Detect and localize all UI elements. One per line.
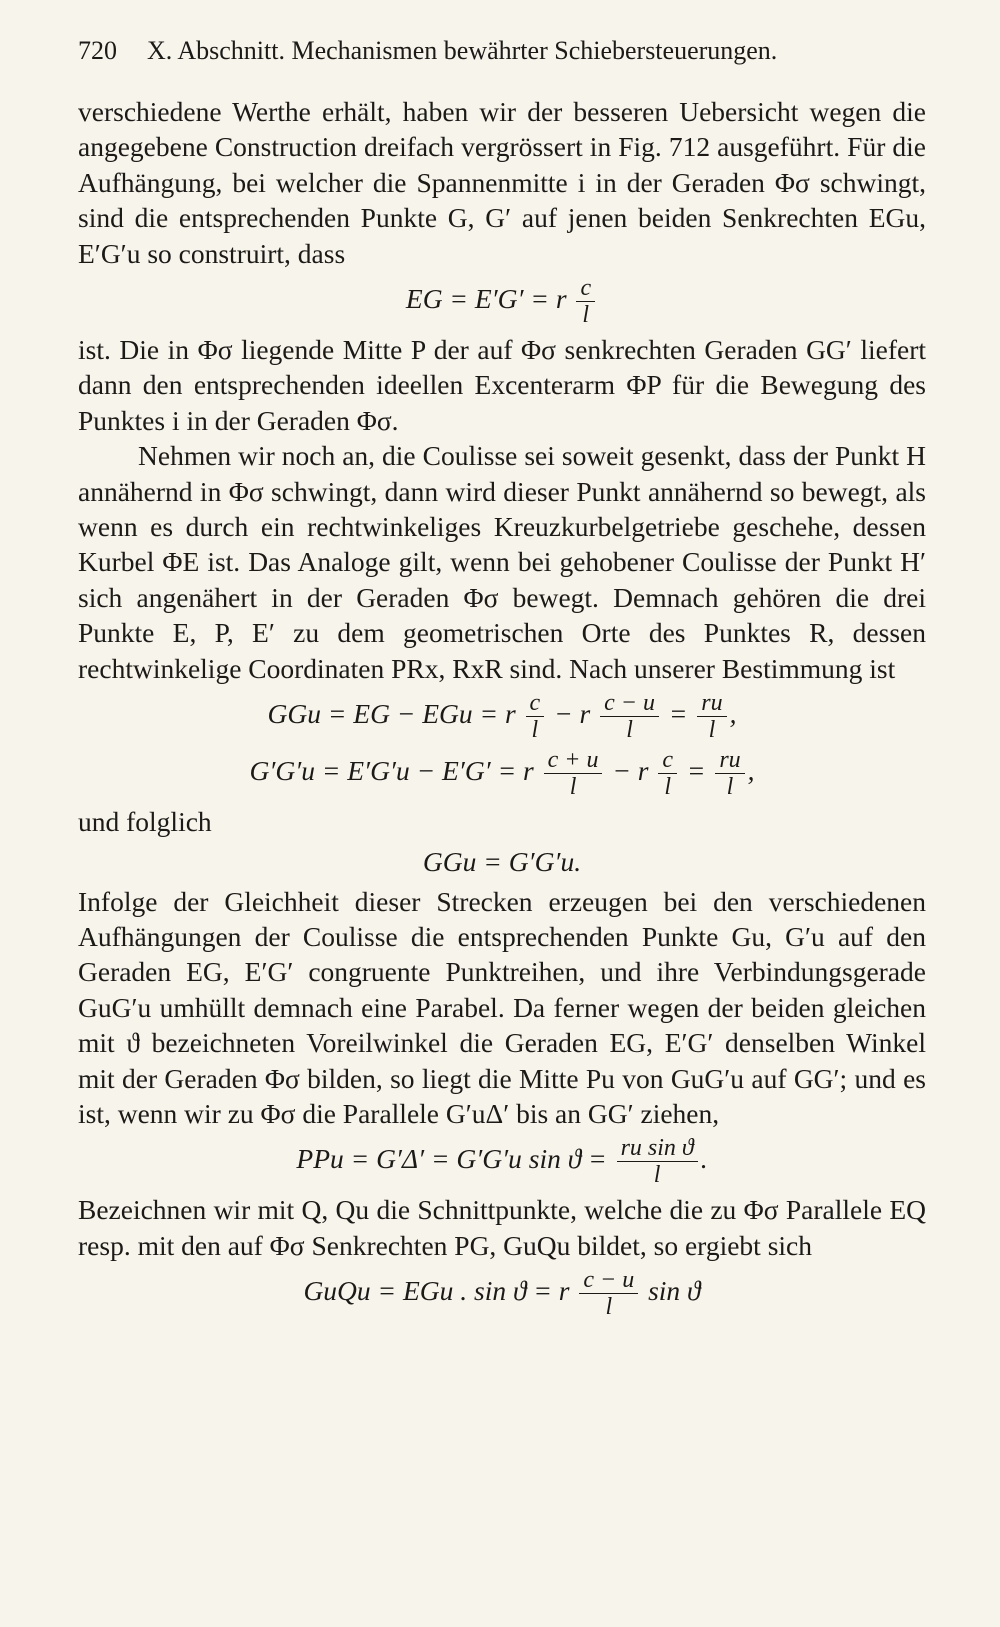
fraction-denominator: l [605, 1294, 613, 1321]
page-body [78, 94, 926, 1324]
paragraph-2: ist. Die in Φσ liegende Mitte P der auf Φσ senkrechten Geraden GG′ liefert dann den entsprechenden ideellen Excenterarm ΦP für die Bewegung des Punktes i in der Geraden Φσ. [78, 334, 926, 436]
equation-5 [78, 1135, 926, 1188]
equation-3-fraction-2 [658, 747, 677, 800]
equation-4 [78, 844, 926, 880]
page-number: 720 [78, 36, 117, 65]
equation-4-text: GGu = G′G′u. [422, 845, 582, 877]
equation-2-fraction-1 [526, 690, 545, 743]
equation-4-row [78, 804, 926, 839]
equation-3-equals: = [686, 754, 706, 786]
equation-5-lhs: PPu = G′Δ′ = G′G′u sin ϑ = [296, 1143, 607, 1175]
running-title: X. Abschnitt. Mechanismen bewährter Schiebersteuerungen. [147, 36, 778, 65]
fraction-denominator: l [626, 717, 633, 744]
equation-2-fraction-3 [697, 690, 726, 743]
fraction-numerator: ru [715, 747, 744, 774]
equation-2-fraction-2 [600, 690, 659, 743]
fraction-numerator: c + u [544, 747, 603, 774]
fraction-denominator: l [708, 717, 716, 744]
fraction-denominator: l [664, 774, 671, 801]
fraction-denominator: l [726, 774, 734, 801]
equation-6-fraction [579, 1267, 638, 1320]
equation-5-period: . [700, 1143, 708, 1175]
equation-3-fraction-1 [544, 747, 603, 800]
equation-2-lhs: GGu = EG − EGu = r [267, 697, 516, 729]
und-folglich-text: und folglich [78, 806, 212, 838]
fraction-denominator: l [582, 302, 590, 329]
equation-2-middle: − r [554, 697, 591, 729]
equation-3-lhs: G′G′u = E′G′u − E′G′ = r [249, 754, 534, 786]
equation-3-fraction-3 [715, 747, 744, 800]
paragraph-5: Bezeichnen wir mit Q, Qu die Schnittpunkte, welche die zu Φσ Parallele EQ resp. mit den auf Φσ Senkrechten PG, GuQu bildet, so ergiebt sich [78, 1194, 926, 1261]
fraction-numerator: c − u [579, 1267, 638, 1294]
fraction-denominator: l [653, 1162, 661, 1189]
fraction-numerator: c [658, 747, 677, 774]
fraction-numerator: c − u [600, 690, 659, 717]
equation-6 [78, 1267, 926, 1320]
fraction-numerator: ru [697, 690, 726, 717]
fraction-numerator: ru sin ϑ [617, 1135, 698, 1162]
equation-1-lhs: EG = E′G′ = r [405, 282, 567, 314]
paragraph-4: Infolge der Gleichheit dieser Strecken erzeugen bei den verschiedenen Aufhängungen der Coulisse die entsprechenden Punkte Gu, G′u auf den Geraden EG, E′G′ congruente Punktreihen, und ihre Verbindungsgerade GuG′u umhüllt demnach eine Parabel. Da ferner wegen der beiden gleichen mit ϑ bezeichneten Voreilwinkel die Geraden EG, E′G′ denselben Winkel mit der Geraden Φσ bilden, so liegt die Mitte Pu von GuG′u auf GG′; und es ist, wenn wir zu Φσ die Parallele G′uΔ′ bis an GG′ ziehen, [78, 885, 926, 1129]
equation-3-middle: − r [612, 754, 649, 786]
fraction-numerator: c [526, 690, 545, 717]
equation-2 [78, 690, 926, 743]
fraction-numerator: c [576, 275, 595, 302]
equation-3 [78, 747, 926, 800]
equation-2-comma: , [729, 697, 737, 729]
equation-3-comma: , [747, 754, 755, 786]
equation-1 [78, 275, 926, 328]
page-header [78, 36, 938, 66]
equation-6-tail: sin ϑ [648, 1274, 701, 1306]
equation-6-lhs: GuQu = EGu . sin ϑ = r [303, 1274, 570, 1306]
paragraph-3: Nehmen wir noch an, die Coulisse sei soweit gesenkt, dass der Punkt H annähernd in Φσ schwingt, dann wird dieser Punkt annähernd so bewegt, als wenn es durch ein rechtwinkeliges Kreuzkurbelgetriebe geschehe, dessen Kurbel ΦE ist. Das Analoge gilt, wenn bei gehobener Coulisse der Punkt H′ sich angenähert in der Geraden Φσ bewegt. Demnach gehören die drei Punkte E, P, E′ zu dem geometrischen Orte des Punktes R, dessen rechtwinkelige Coordinaten PRx, RxR sind. Nach unserer Bestimmung ist [78, 440, 926, 684]
fraction-denominator: l [531, 717, 539, 744]
equation-1-fraction [576, 275, 595, 328]
fraction-denominator: l [569, 774, 577, 801]
paragraph-1: verschiedene Werthe erhält, haben wir der besseren Uebersicht wegen die angegebene Construction dreifach vergrössert in Fig. 712 ausgeführt. Für die Aufhängung, bei welcher die Spannenmitte i in der Geraden Φσ schwingt, sind die entsprechenden Punkte G, G′ auf jenen beiden Senkrechten EGu, E′G′u so construirt, dass [78, 96, 926, 269]
equation-5-fraction [617, 1135, 698, 1188]
equation-2-equals: = [668, 697, 688, 729]
